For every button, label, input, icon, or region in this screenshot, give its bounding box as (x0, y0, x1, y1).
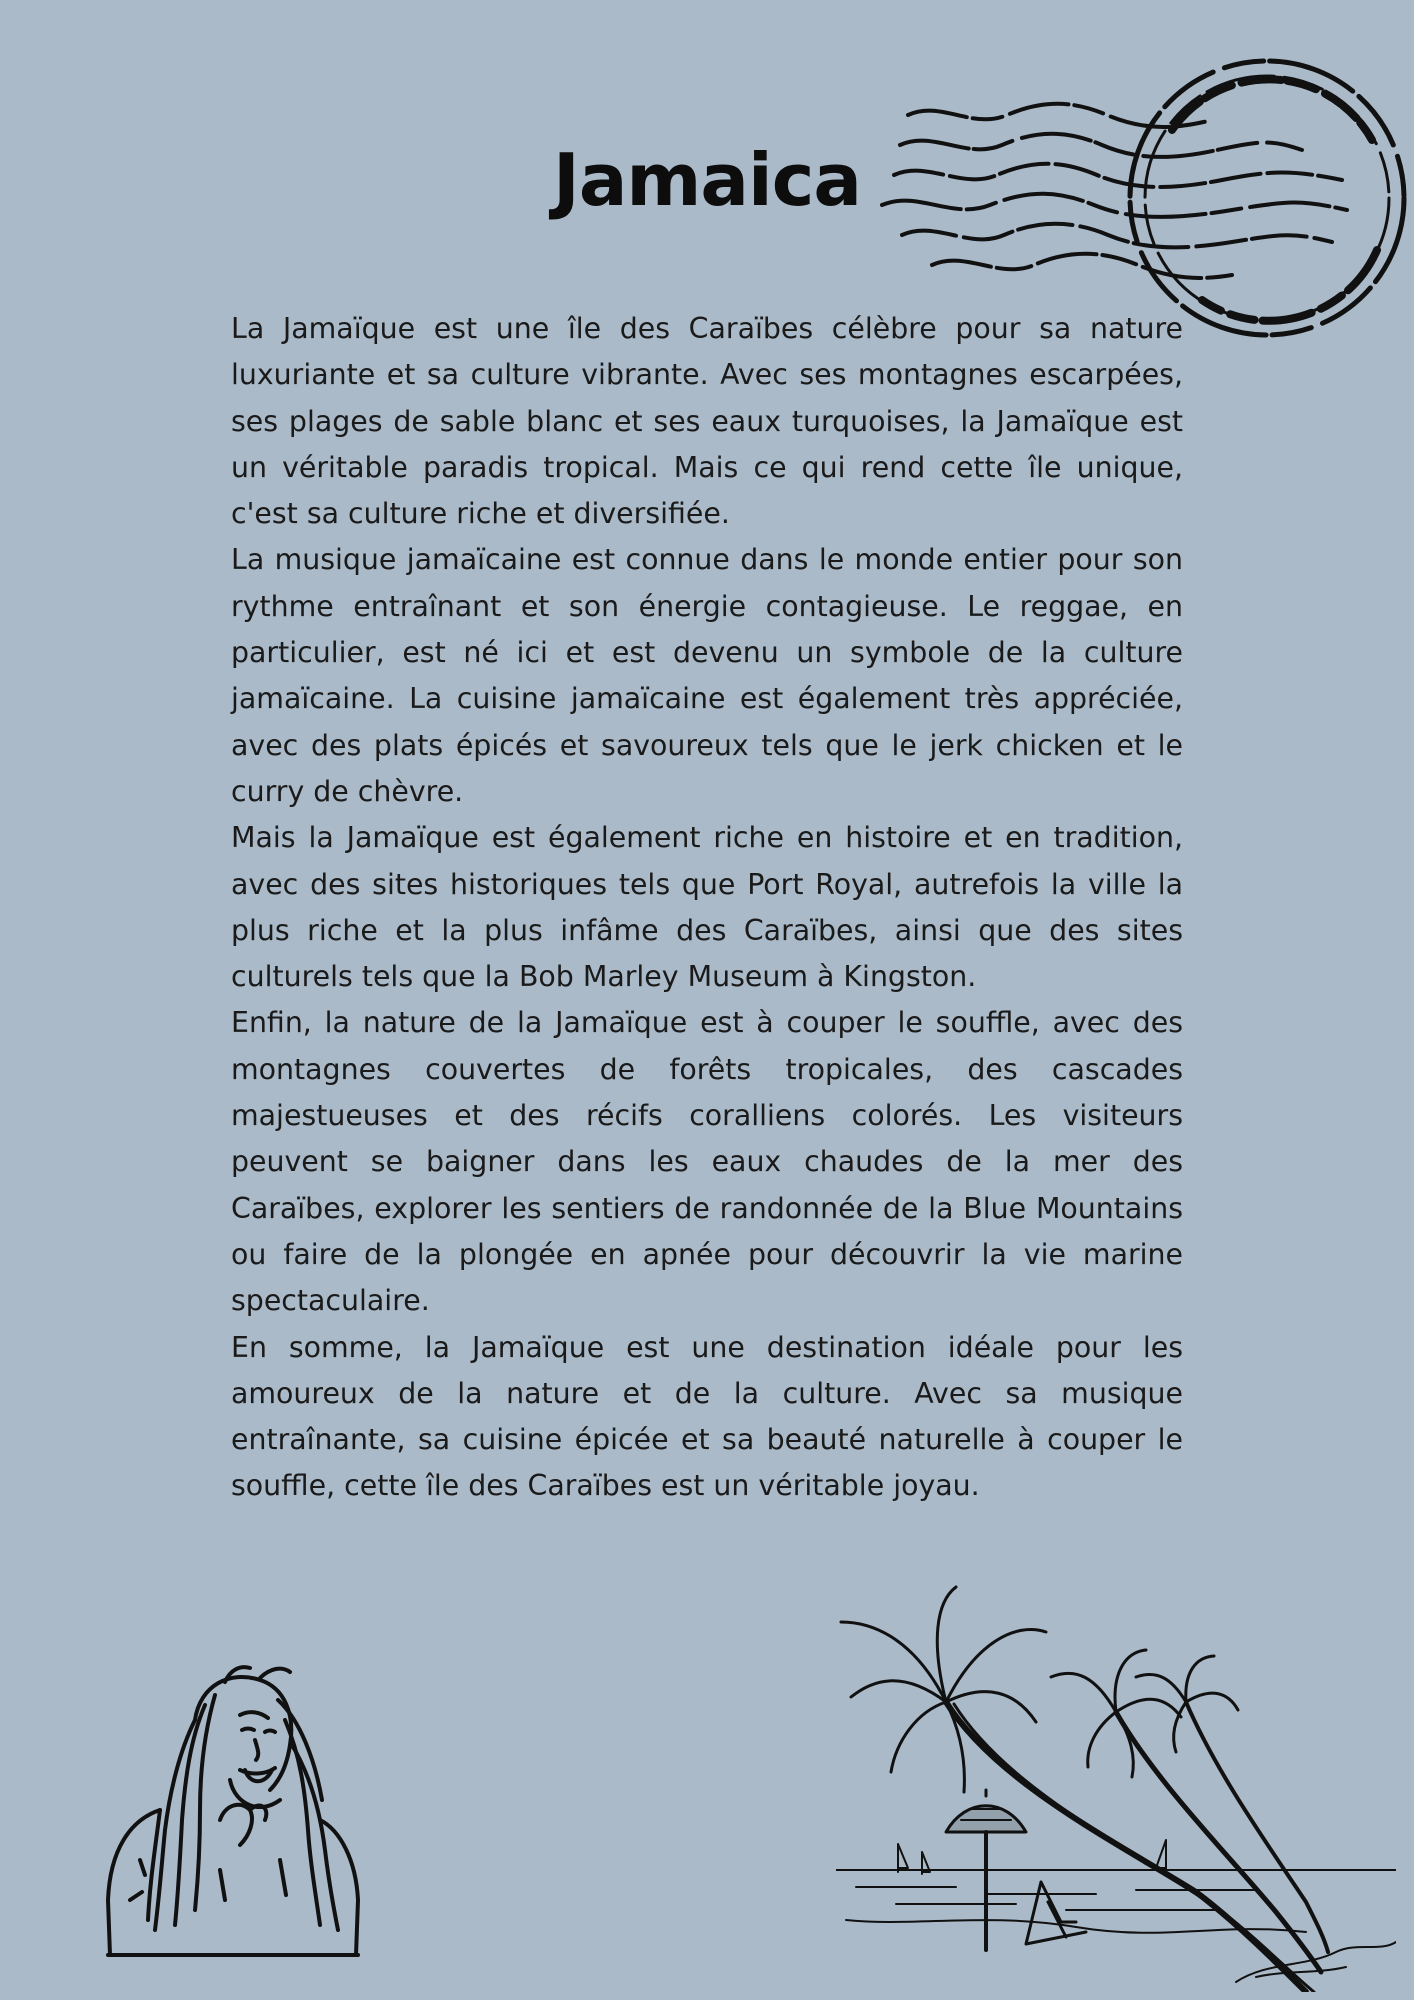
paragraph-conclusion: En somme, la Jamaïque est une destination idéale pour les amoureux de la nature et de la culture. Avec sa musique entraînante, sa cuisine épicée et sa beauté naturelle à couper le souffle, cette île des Caraïbes est un véritable joyau. (231, 1330, 1183, 1503)
paragraph-music-cuisine: La musique jamaïcaine est connue dans le monde entier pour son rythme entraînant et son énergie contagieuse. Le reggae, en particulier, est né ici et est devenu un symbole de la culture jamaïcaine. La cuisine jamaïcaine est également très appréciée, avec des plats épicés et savoureux tels que le jerk chicken et le curry de chèvre. (231, 543, 1183, 808)
palm-beach-scene (836, 1582, 1396, 1992)
paragraph-nature: Enfin, la nature de la Jamaïque est à couper le souffle, avec des montagnes couvertes de forêts tropicales, des cascades majestueuses et des récifs coralliens colorés. Les visiteurs peuvent se baigner dans les eaux chaudes de la mer des Caraïbes, explorer les sentiers de randonnée de la Blue Mountains ou faire de la plongée en apnée pour découvrir la vie marine spectaculaire. (231, 1006, 1183, 1318)
article-body (231, 306, 1183, 1510)
page-title: Jamaica (553, 138, 861, 222)
paragraph-intro: La Jamaïque est une île des Caraïbes célèbre pour sa nature luxuriante et sa culture vibrante. Avec ses montagnes escarpées, ses plages de sable blanc et ses eaux turquoises, la Jamaïque est un véritable paradis tropical. Mais ce qui rend cette île unique, c'est sa culture riche et diversifiée. (231, 312, 1183, 531)
paragraph-history: Mais la Jamaïque est également riche en histoire et en tradition, avec des sites historiques tels que Port Royal, autrefois la ville la plus riche et la plus infâme des Caraïbes, ainsi que des sites culturels tels que la Bob Marley Museum à Kingston. (231, 821, 1183, 994)
bob-marley-portrait (100, 1660, 370, 1960)
